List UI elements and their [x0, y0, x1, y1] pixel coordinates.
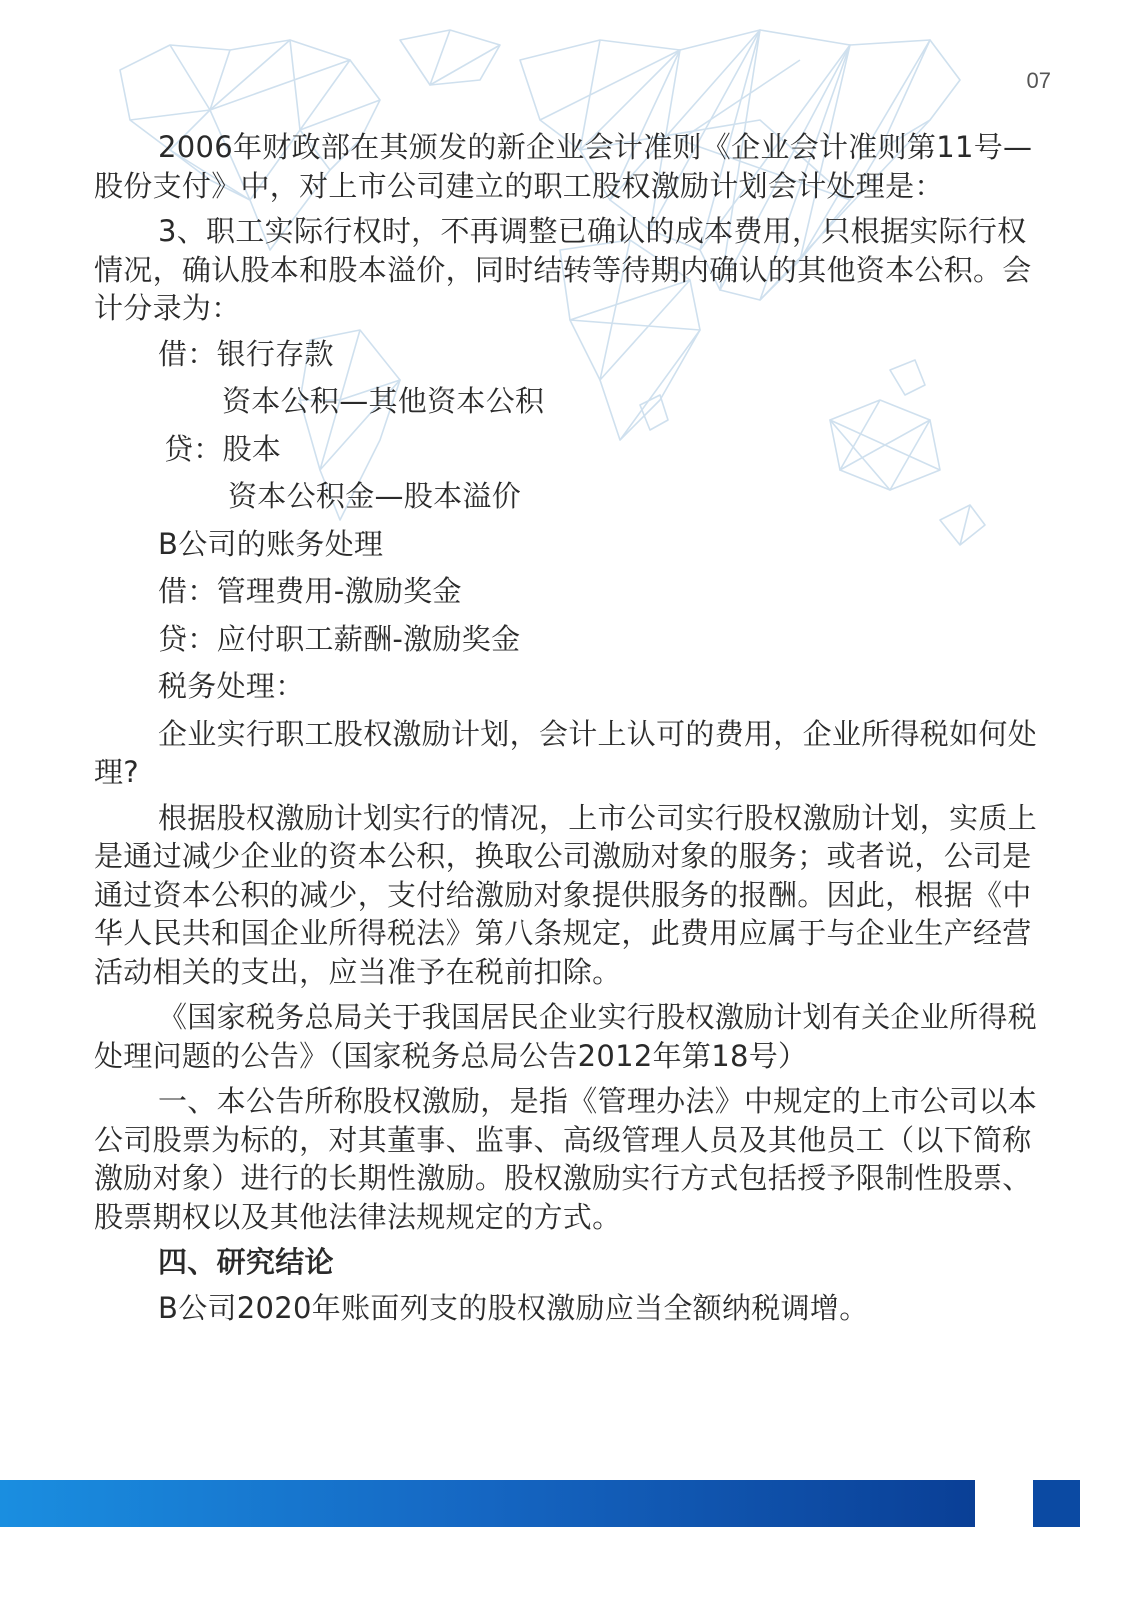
paragraph-accounting-standard: 2006年财政部在其颁发的新企业会计准则《企业会计准则第11号—股份支付》中，对上市公司建立的职工股权激励计划会计处理是： [94, 130, 1033, 203]
journal-entry-credit-share-premium: 资本公积金—股本溢价 [228, 479, 522, 513]
journal-entry-debit-management-expense: 借：管理费用-激励奖金 [158, 574, 462, 608]
footer-square [1033, 1480, 1080, 1527]
footer-gradient-bar [0, 1480, 975, 1527]
paragraph-exercise-rights: 3、职工实际行权时，不再调整已确认的成本费用，只根据实际行权情况，确认股本和股本溢价，同时结转等待期内确认的其他资本公积。会计分录为： [94, 214, 1032, 325]
page-number: 07 [1026, 68, 1051, 93]
paragraph-tax-analysis: 根据股权激励计划实行的情况，上市公司实行股权激励计划，实质上是通过减少企业的资本公积，换取公司激励对象的服务；或者说，公司是通过资本公积的减少，支付给激励对象提供服务的报酬。因此，根据《中华人民共和国企业所得税法》第八条规定，此费用应属于与企业生产经营活动相关的支出，应当准予在税前扣除。 [94, 800, 1038, 989]
section-heading-conclusion: 四、研究结论 [158, 1245, 334, 1279]
company-b-accounting-title: B公司的账务处理 [158, 526, 384, 561]
paragraph-tax-question: 企业实行职工股权激励计划，会计上认可的费用，企业所得税如何处理? [94, 716, 1038, 789]
paragraph-bulletin-clause: 一、本公告所称股权激励，是指《管理办法》中规定的上市公司以本公司股票为标的，对其董事、监事、高级管理人员及其他员工（以下简称激励对象）进行的长期性激励。股权激励实行方式包括授予限制性股票、股票期权以及其他法律法规规定的方式。 [94, 1084, 1038, 1234]
journal-entry-credit-payroll: 贷：应付职工薪酬-激励奖金 [158, 621, 521, 656]
tax-treatment-title: 税务处理： [158, 669, 305, 703]
document-body [94, 128, 1044, 1334]
journal-entry-debit-capital-reserve: 资本公积—其他资本公积 [222, 384, 545, 418]
journal-entry-debit-bank: 借：银行存款 [158, 336, 334, 371]
paragraph-tax-bulletin: 《国家税务总局关于我国居民企业实行股权激励计划有关企业所得税处理问题的公告》（国家税务总局公告2012年第18号） [94, 1000, 1038, 1073]
paragraph-conclusion: B公司2020年账面列支的股权激励应当全额纳税调增。 [158, 1290, 869, 1325]
journal-entry-credit-share-capital: 贷：股本 [164, 431, 282, 466]
